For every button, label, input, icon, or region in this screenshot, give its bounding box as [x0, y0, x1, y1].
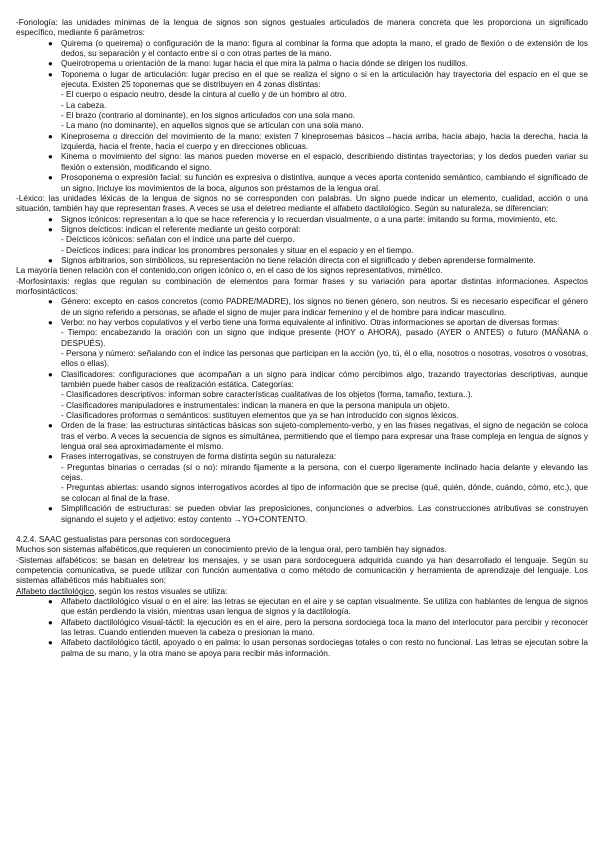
list-item: ● Clasificadores: configuraciones que acompañan a un signo para indicar cómo percibimos algo, trazando trayectorias descriptivas, aunque también puede haber casos de realización estática. Categorías: - Clasificadores descriptivos: informan sobre características cualitativas de los objetos (forma, tamaño, textura..). - Clasificadores manipuladores e instrumentales: indican la manera en que la persona manipula un objeto. - Clasificadores proformas o semánticos: sustituyen elementos que ya se han introducido con signos léxicos.: [48, 369, 588, 421]
sub-item: - Preguntas abiertas: usando signos interrogativos acordes al tipo de información que se precise (qué, quién, dónde, cuándo, cómo, etc.), que se colocan al final de la frase.: [61, 483, 588, 503]
sub-item: - Clasificadores proformas o semánticos: sustituyen elementos que ya se han introducido con signos léxicos.: [61, 411, 459, 421]
sub-item: - Deícticos índices: para indicar los pronombres personales y situar en el espacio y en el tiempo.: [61, 245, 414, 255]
sub-item: - Persona y número: señalando con el índice las personas que participan en la acción (yo, tú, él o ella, nosotros o nosotras, vosotros o vosotras, ellos o ellas).: [61, 349, 588, 369]
list-item: ● Signos arbitrarios, son simbólicos, su representación no tiene relación directa con el significado y deben aprenderse formalmente.: [48, 255, 536, 265]
list-item: ● Alfabeto dactilológico táctil, apoyado o en palma: lo usan personas sordociegas totales o con resto no funcional. Las letras se ejecutan sobre la palma de su mano, y la otra mano se apoya para recibir más información.: [48, 638, 588, 658]
list-item: ● Alfabeto dactilológico visual o en el aire: las letras se ejecutan en el aire y se captan visualmente. Se utiliza con hablantes de lengua de signos que están perdiendo la visión, mientras usan lengua de signos y la dactilología.: [48, 596, 588, 617]
list-item: ● Prosoponema o expresión facial: su función es expresiva o distintiva, aunque a veces aporta contenido semántico, cambiando el significado de un signo. Incluye los movimientos de la boca, algunos son préstamos de la lengua oral.: [48, 173, 588, 193]
morfosintaxis-list: [16, 297, 588, 525]
list-item: ● Orden de la frase: las estructuras sintácticas básicas son sujeto-complemento-verbo, y en las frases negativas, el signo de negación se coloca tras el verbo. A veces la secuencia de signos es simultánea, permitiendo que el tiempo para expresar una frase compleja en lengua de signos y lengua oral sea aproximadamente el mismo.: [48, 421, 588, 452]
sub-item: - Tiempo: encabezando la oración con un signo que indique presente (HOY o AHORA), pasado (AYER o ANTES) o futuro (MAÑANA o DESPUÉS).: [61, 328, 588, 348]
list-item: ● Kineprosema o dirección del movimiento de la mano: existen 7 kineprosemas básicos→hacia arriba, hacia abajo, hacia la derecha, hacia la izquierda, hacia el frente, hacia el cuerpo y en direcciones oblicuas.: [48, 131, 588, 152]
sub-item: - La mano (no dominante), en aquellos signos que se articulan con una sola mano.: [61, 121, 364, 131]
list-item: ● Kinema o movimiento del signo: las manos pueden moverse en el espacio, describiendo distintas trayectorias; y los dedos pueden variar su flexión o extensión, modificando el signo.: [48, 152, 588, 172]
list-item: ● Género: excepto en casos concretos (como PADRE/MADRE), los signos no tienen género, son neutros. Si es necesario especificar el género de un signo referido a personas, se añade el signo de mujer para indicar femenino y el de hombre para indicar masculino.: [48, 297, 588, 317]
alfabeto-line: [16, 587, 588, 597]
lexico-outro: La mayoría tienen relación con el contenido,con origen icónico o, en el caso de los signos representativos, mimético.: [16, 266, 443, 276]
saac-alfabeticos: -Sistemas alfabéticos: se basan en deletrear los mensajes, y se usan para sordoceguera adquirida cuando ya han desarrollado el lenguaje. Según su competencia comunicativa, se puede utilizar con función aumentativa o como método de comunicación y herramienta de aprendizaje del lenguaje. Los sistemas alfabéticos más habituales son:: [16, 555, 588, 586]
list-item: ● Quirema (o queirema) o configuración de la mano: figura al combinar la forma que adopta la mano, el grado de flexión o de extensión de los dedos, su separación y el contacto entre sí o con otras partes de la mano.: [48, 38, 588, 59]
sub-item: - La cabeza.: [61, 100, 107, 110]
fonologia-intro: -Fonología: las unidades mínimas de la lengua de signos son signos gestuales articulados de manera concreta que les proporciona un significado específico, mediante 6 parámetros:: [16, 18, 588, 38]
list-item: ● Frases interrogativas, se construyen de forma distinta según su naturaleza: - Preguntas binarias o cerradas (sí o no): mirando fijamente a la persona, con el cuerpo ligeramente inclinado hacia delante y elevando las cejas. - Preguntas abiertas: usando signos interrogativos acordes al tipo de información que se precise (qué, quién, dónde, cuándo, cómo, etc.), que se colocan al final de la frase.: [48, 452, 588, 503]
saac-intro: Muchos son sistemas alfabéticos,que requieren un conocimiento previo de la lengua oral, pero también hay signados.: [16, 545, 447, 555]
sub-item: - Clasificadores descriptivos: informan sobre características cualitativas de los objetos (forma, tamaño, textura..).: [61, 390, 473, 400]
list-item: ● Toponema o lugar de articulación: lugar preciso en el que se realiza el signo o si en la articulación hay trayectoria del espacio en el que se ejecuta. Existen 25 toponemas que se distribuyen en 4 zonas distintas: - El cuerpo o espacio neutro, desde la cintura al cuello y de un hombro al otro. - La cabeza. - El brazo (contrario al dominante), en los signos articulados con una sola mano. - La mano (no dominante), en aquellos signos que se articulan con una sola mano.: [48, 69, 588, 131]
list-item: ● Signos icónicos: representan a lo que se hace referencia y lo recuerdan visualmente, o a una parte: imitando su forma, movimiento, etc.: [48, 214, 558, 224]
list-item: ● Verbo: no hay verbos copulativos y el verbo tiene una forma equivalente al infinitivo. Otras informaciones se aportan de diversas formas: - Tiempo: encabezando la oración con un signo que indique presente (HOY o AHORA), pasado (AYER o ANTES) o futuro (MAÑANA o DESPUÉS). - Persona y número: señalando con el índice las personas que participan en la acción (yo, tú, él o ella, nosotros o nosotras, vosotros o vosotras, ellos o ellas).: [48, 317, 588, 369]
saac-heading: 4.2.4. SAAC gestualistas para personas con sordoceguera: [16, 534, 231, 544]
saac-list: [16, 597, 588, 659]
list-item: ● Simplificación de estructuras: se pueden obviar las preposiciones, conjunciones o adverbios. Las construcciones atributivas se construyen signando el sujeto y el adjetivo: estoy contento →YO+CONTENTO.: [48, 504, 588, 524]
alfabeto-label: Alfabeto dactilológico: [16, 586, 94, 596]
list-item: ● Signos deícticos: indican el referente mediante un gesto corporal: - Deícticos icónicos: señalan con el índice una parte del cuerpo. - Deícticos índices: para indicar los pronombres personales y situar en el espacio y en el tiempo.: [16, 225, 588, 256]
lexico-intro: -Léxico: las unidades léxicas de la lengua de signos no se corresponden con palabras. Un signo puede indicar un elemento, cualidad, acción o una situación, también hay que representan frases. A veces se usa el deletreo mediante el alfabeto dactilológico. Según su naturaleza, se diferencian:: [16, 193, 588, 214]
morfosintaxis-intro: -Morfosintaxis: reglas que regulan su combinación de elementos para formar frases y su variación para aportar distintas informaciones. Aspectos morfosintácticos:: [16, 276, 588, 296]
sub-item: - Deícticos icónicos: señalan con el índice una parte del cuerpo.: [61, 235, 295, 245]
list-item: ● Queirotropema u orientación de la mano: lugar hacia el que mira la palma o hacia dónde se dirigen los nudillos.: [48, 59, 468, 69]
sub-item: - El cuerpo o espacio neutro, desde la cintura al cuello y de un hombro al otro.: [61, 90, 347, 100]
sub-item: - El brazo (contrario al dominante), en los signos articulados con una sola mano.: [61, 111, 355, 121]
sub-item: - Preguntas binarias o cerradas (sí o no): mirando fijamente a la persona, con el cuerpo ligeramente inclinado hacia delante y elevando las cejas.: [61, 462, 588, 483]
alfabeto-rest: , según los restos visuales se utiliza:: [93, 586, 228, 596]
lexico-list: [16, 215, 588, 267]
fonologia-list: [16, 39, 588, 194]
sub-item: - Clasificadores manipuladores e instrumentales: indican la manera en que la persona manipula un objeto.: [61, 400, 450, 410]
list-item: ● Alfabeto dactilológico visual-táctil: la ejecución es en el aire, pero la persona sordociega toca la mano del interlocutor para percibir y reconocer las letras. Cuando entienden mueven la cabeza o presionan la mano.: [48, 617, 588, 637]
